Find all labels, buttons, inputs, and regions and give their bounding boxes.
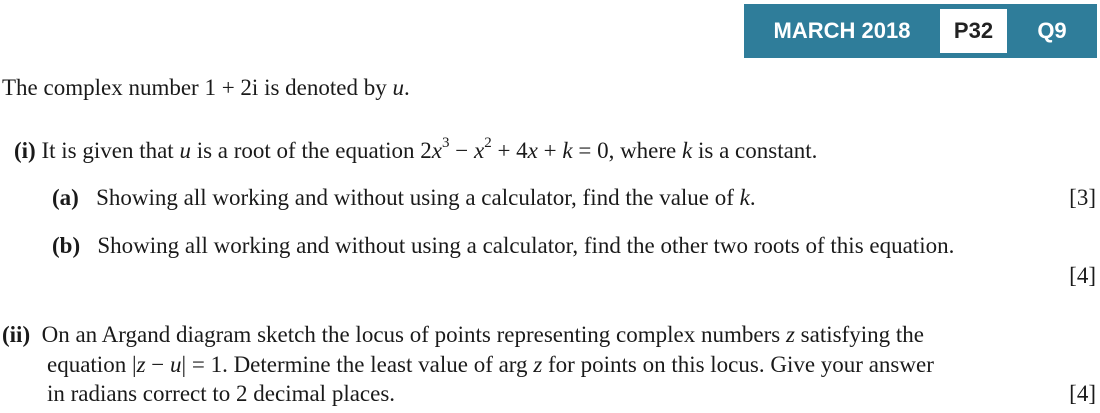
part-b-label: (b) xyxy=(52,233,81,258)
part-a-statement: (a) Showing all working and without using a calculator, find the value of k. xyxy=(52,185,756,210)
part-b-marks: [4] xyxy=(1069,263,1096,288)
part-a-marks: [3] xyxy=(1069,185,1096,210)
question-reference-badge xyxy=(744,4,1097,58)
part-a-label: (a) xyxy=(52,185,79,210)
part-b-statement: (b) Showing all working and without using a calculator, find the other two roots of this equation. xyxy=(52,233,955,258)
part-i-label: (i) xyxy=(14,138,36,163)
intro-statement: The complex number 1 + 2i is denoted by u. xyxy=(2,75,410,100)
part-ii-line-2: equation |z − u| = 1. Determine the least value of arg z for points on this locus. Give your answer xyxy=(47,352,934,377)
part-ii-label: (ii) xyxy=(2,322,31,347)
exam-session-label: MARCH 2018 xyxy=(773,18,911,43)
part-i-statement: (i) It is given that u is a root of the equation $2x^3 - x^2 + 4x + k = 0$, where k is a constant. xyxy=(14,135,818,163)
part-ii-line-3: in radians correct to 2 decimal places. xyxy=(47,381,396,406)
part-ii-marks: [4] xyxy=(1069,381,1096,406)
part-ii-line-1: (ii) On an Argand diagram sketch the locus of points representing complex numbers z satisfying the xyxy=(2,322,924,347)
question-number-label: Q9 xyxy=(1037,18,1067,43)
paper-number-label: P32 xyxy=(940,9,1007,53)
